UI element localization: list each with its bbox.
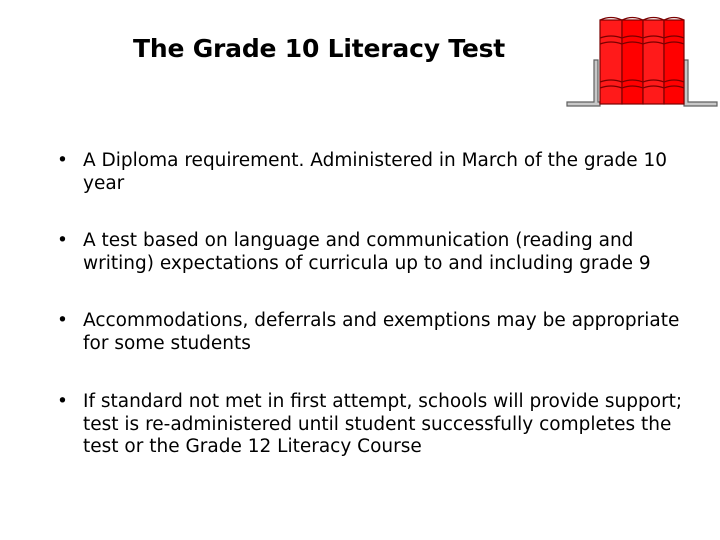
bullet-item [57, 391, 697, 459]
bullet-text: A Diploma requirement. Administered in March of the grade 10 year [83, 150, 668, 194]
bullet-text: A test based on language and communication (reading and writing) expectations of curricula up to and including grade 9 [83, 230, 651, 274]
bullet-item [57, 230, 697, 275]
slide-title: The Grade 10 Literacy Test [133, 34, 506, 63]
bullet-item [57, 310, 697, 355]
bullet-item [57, 150, 697, 195]
bullet-dot: • [57, 150, 68, 171]
bullet-dot: • [57, 310, 68, 331]
bullet-dot: • [57, 391, 68, 412]
bullet-text: If standard not met in first attempt, schools will provide support; test is re-administered until student successfully completes the test or the Grade 12 Literacy Course [83, 391, 683, 457]
bullet-dot: • [57, 230, 68, 251]
books-on-bookends-icon [564, 14, 720, 108]
bullet-text: Accommodations, deferrals and exemptions may be appropriate for some students [83, 310, 680, 354]
